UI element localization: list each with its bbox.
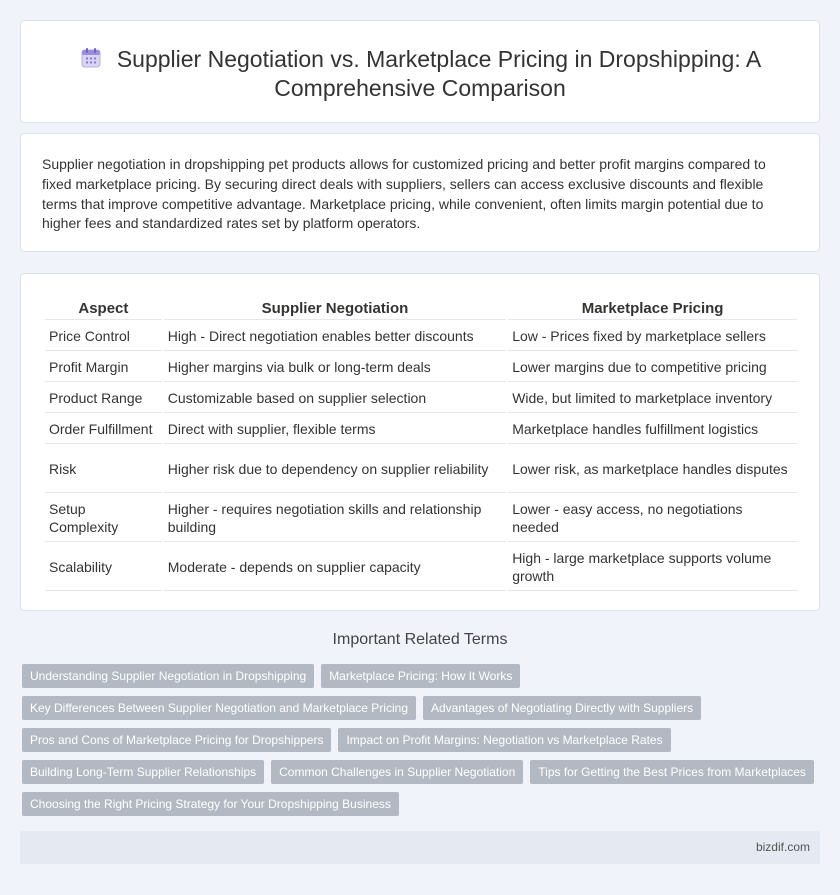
table-cell: Higher - requires negotiation skills and relationship building: [164, 495, 506, 542]
footer: [20, 831, 820, 864]
related-term-link[interactable]: Advantages of Negotiating Directly with Suppliers: [423, 696, 701, 720]
header-aspect: Aspect: [45, 298, 162, 320]
related-terms-title: Important Related Terms: [332, 631, 508, 648]
table-cell: Low - Prices fixed by marketplace sellers: [508, 322, 797, 351]
table-cell: Higher margins via bulk or long-term deals: [164, 353, 506, 382]
comparison-card: [20, 273, 820, 611]
table-row: [45, 415, 797, 444]
table-cell: Setup Complexity: [45, 495, 162, 542]
related-term-link[interactable]: Marketplace Pricing: How It Works: [321, 664, 520, 688]
table-cell: High - large marketplace supports volume growth: [508, 544, 797, 591]
calendar-icon: [79, 46, 103, 70]
related-term-link[interactable]: Understanding Supplier Negotiation in Dropshipping: [22, 664, 314, 688]
table-cell: Moderate - depends on supplier capacity: [164, 544, 506, 591]
intro-card: [20, 133, 820, 252]
related-term-link[interactable]: Tips for Getting the Best Prices from Marketplaces: [530, 760, 814, 784]
table-row: [45, 446, 797, 493]
table-cell: Risk: [45, 446, 162, 493]
related-term-link[interactable]: Building Long-Term Supplier Relationships: [22, 760, 264, 784]
table-cell: Lower risk, as marketplace handles disputes: [508, 446, 797, 493]
related-term-link[interactable]: Key Differences Between Supplier Negotiation and Marketplace Pricing: [22, 696, 416, 720]
table-cell: Scalability: [45, 544, 162, 591]
comparison-table: [43, 296, 799, 593]
table-cell: Order Fulfillment: [45, 415, 162, 444]
footer-site-link[interactable]: bizdif.com: [755, 840, 810, 854]
header-marketplace-pricing: Marketplace Pricing: [508, 298, 797, 320]
intro-paragraph: Supplier negotiation in dropshipping pet products allows for customized pricing and better profit margins compared to fixed marketplace pricing. By securing direct deals with suppliers, sellers can access exclusive discounts and flexible terms that improve competitive advantage. Marketplace pricing, while convenient, often limits margin potential due to higher fees and standardized rates set by platform operators.: [42, 156, 766, 232]
table-cell: Direct with supplier, flexible terms: [164, 415, 506, 444]
table-cell: Lower - easy access, no negotiations needed: [508, 495, 797, 542]
title-card: [20, 20, 820, 123]
table-cell: Product Range: [45, 384, 162, 413]
header-supplier-negotiation: Supplier Negotiation: [164, 298, 506, 320]
table-cell: High - Direct negotiation enables better discounts: [164, 322, 506, 351]
related-term-link[interactable]: Pros and Cons of Marketplace Pricing for Dropshippers: [22, 728, 331, 752]
related-term-link[interactable]: Choosing the Right Pricing Strategy for Your Dropshipping Business: [22, 792, 399, 816]
table-row: [45, 495, 797, 542]
table-row: [45, 353, 797, 382]
table-cell: Wide, but limited to marketplace inventory: [508, 384, 797, 413]
table-row: [45, 384, 797, 413]
page-title: Supplier Negotiation vs. Marketplace Pricing in Dropshipping: A Comprehensive Comparison: [116, 46, 762, 101]
title-wrap: [61, 45, 779, 103]
table-cell: Higher risk due to dependency on supplier reliability: [164, 446, 506, 493]
table-header-row: [45, 298, 797, 320]
table-cell: Marketplace handles fulfillment logistics: [508, 415, 797, 444]
table-row: [45, 544, 797, 591]
related-term-link[interactable]: Impact on Profit Margins: Negotiation vs Marketplace Rates: [338, 728, 670, 752]
table-row: [45, 322, 797, 351]
table-cell: Lower margins due to competitive pricing: [508, 353, 797, 382]
table-cell: Customizable based on supplier selection: [164, 384, 506, 413]
related-terms-list: [22, 664, 822, 824]
table-cell: Price Control: [45, 322, 162, 351]
related-term-link[interactable]: Common Challenges in Supplier Negotiation: [271, 760, 523, 784]
table-cell: Profit Margin: [45, 353, 162, 382]
